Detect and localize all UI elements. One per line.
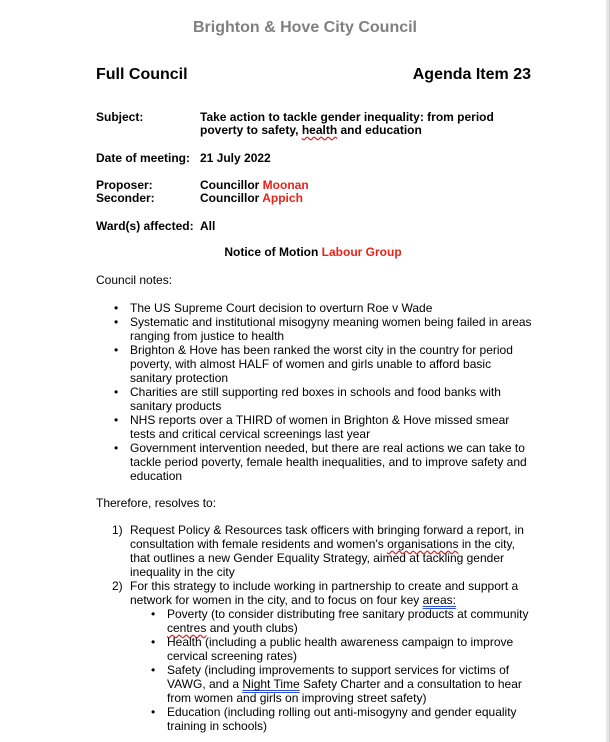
subject-line-2b: health — [301, 123, 338, 137]
seconder-label: Seconder: — [96, 191, 155, 205]
meeting-title: Full Council — [96, 66, 188, 83]
sub-text: Poverty (to consider distributing free sanitary products at community — [167, 607, 529, 621]
subject-line-2c: and education — [337, 123, 422, 137]
notice-of-motion — [0, 245, 610, 259]
sub-text-flag: Night Time — [242, 677, 300, 691]
resolve-number: 2) — [112, 579, 123, 593]
resolve-text-flag: areas: — [422, 593, 456, 607]
proposer-prefix: Councillor — [200, 178, 263, 192]
agenda-item: Agenda Item 23 — [412, 66, 531, 83]
subject-value — [200, 111, 494, 137]
notice-group: Labour Group — [321, 245, 402, 259]
notes-intro: Council notes: — [96, 273, 173, 287]
resolve-text: For this strategy to include working in partnership to create and support a network for women in the city, and to focus on four key — [130, 579, 519, 607]
list-item — [149, 663, 532, 705]
date-label: Date of meeting: — [96, 151, 191, 165]
notice-prefix: Notice of Motion — [224, 245, 322, 259]
sub-text-flag: centres — [167, 621, 207, 635]
list-item — [149, 607, 532, 635]
resolves-intro: Therefore, resolves to: — [96, 496, 217, 510]
resolve-text: Request Policy & Resources task officers with bringing forward a report, in consultation with female residents and women's — [130, 523, 524, 551]
subject-label: Subject: — [96, 110, 144, 124]
sub-text-end: Safety Charter and a consultation to hear from women and girls on improving street safety) — [167, 677, 522, 705]
proposer-label: Proposer: — [96, 178, 153, 192]
sub-text: Safety (including improvements to support services for victims of VAWG, and a — [167, 663, 510, 691]
resolve-text-flag: organisations — [387, 537, 459, 551]
seconder-value — [200, 192, 303, 205]
resolve-number: 1) — [112, 523, 123, 537]
page-edge — [606, 0, 609, 742]
sub-text-end: and youth clubs) — [206, 621, 298, 635]
seconder-name: Appich — [262, 191, 303, 205]
seconder-prefix: Councillor — [200, 191, 263, 205]
list-item: • Education (including rolling out anti-misogyny and gender equality training in schools) — [149, 705, 532, 733]
subject-line-2a: poverty to safety, — [200, 123, 302, 137]
focus-areas-list — [149, 607, 532, 733]
resolve-item-1 — [112, 523, 532, 579]
list-item: • Health (including a public health awareness campaign to improve cervical screening rates) — [149, 635, 532, 663]
list-item: • Government intervention needed, but there are real actions we can take to tackle period poverty, female health inequalities, and to improve safety and education — [112, 441, 532, 483]
wards-label: Ward(s) affected: — [96, 219, 194, 233]
council-title: Brighton & Hove City Council — [193, 19, 417, 36]
resolve-text-end: in the city, that outlines a new Gender Equality Strategy, aimed at tackling gender inequality in the city — [130, 537, 515, 579]
list-item: • Systematic and institutional misogyny meaning women being failed in areas ranging from justice to health — [112, 315, 532, 343]
list-item: • Charities are still supporting red boxes in schools and food banks with sanitary products — [112, 385, 532, 413]
wards-value: All — [200, 219, 216, 233]
proposer-name: Moonan — [262, 178, 309, 192]
resolve-item-2 — [112, 579, 532, 733]
notes-list — [112, 301, 532, 483]
list-item: • The US Supreme Court decision to overturn Roe v Wade — [112, 301, 532, 315]
subject-line-1: Take action to tackle gender inequality: from period — [200, 110, 494, 124]
list-item: • Brighton & Hove has been ranked the worst city in the country for period poverty, with almost HALF of women and girls unable to afford basic sanitary protection — [112, 343, 532, 385]
resolves-list — [112, 523, 532, 733]
date-value: 21 July 2022 — [200, 151, 271, 165]
list-item: • NHS reports over a THIRD of women in Brighton & Hove missed smear tests and critical cervical screenings last year — [112, 413, 532, 441]
